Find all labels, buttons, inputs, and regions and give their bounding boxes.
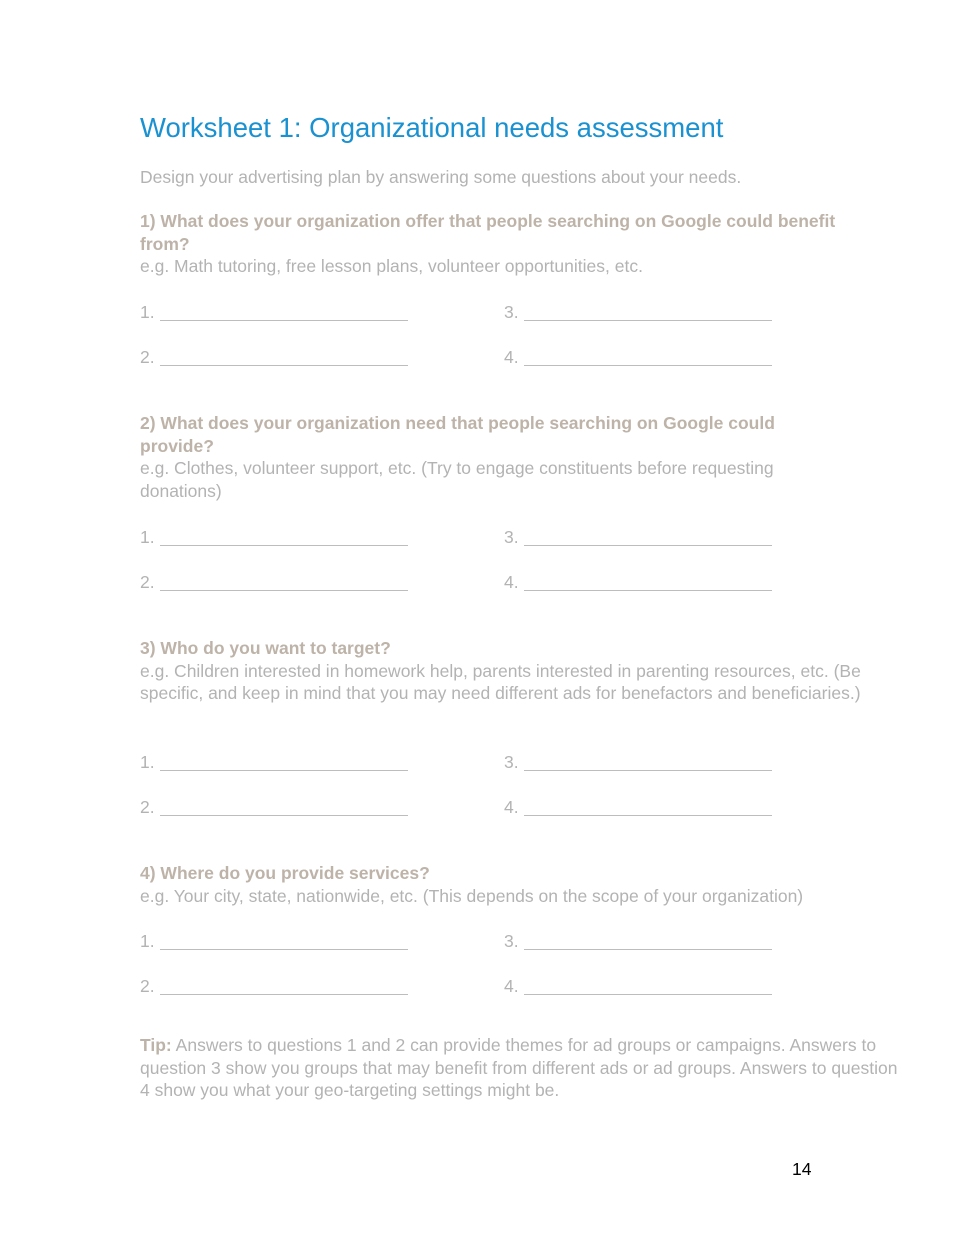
answer-blank[interactable] (504, 526, 772, 548)
answer-blank[interactable] (140, 571, 408, 593)
answer-line[interactable] (524, 796, 772, 816)
page-title: Worksheet 1: Organizational needs assessment (140, 112, 724, 143)
answer-blank[interactable] (140, 526, 408, 548)
answer-blank[interactable] (140, 301, 408, 323)
blank-number: 4. (504, 572, 519, 592)
question-4-heading: 4) Where do you provide services? (140, 863, 430, 883)
question-2-example: e.g. Clothes, volunteer support, etc. (Try to engage constituents before requesting donations) (140, 458, 774, 501)
question-4-section (140, 862, 880, 907)
answer-line[interactable] (160, 751, 408, 771)
answer-line[interactable] (524, 301, 772, 321)
question-1-section (140, 210, 880, 278)
answer-line[interactable] (524, 571, 772, 591)
blank-number: 1. (140, 931, 155, 951)
question-1-heading: 1) What does your organization offer that people searching on Google could benefit from? (140, 211, 836, 254)
answer-blank[interactable] (140, 751, 408, 773)
answer-line[interactable] (524, 751, 772, 771)
answer-line[interactable] (160, 975, 408, 995)
answer-blank[interactable] (140, 975, 408, 997)
answer-blank[interactable] (504, 751, 772, 773)
blank-number: 1. (140, 527, 155, 547)
blank-number: 3. (504, 752, 519, 772)
answer-line[interactable] (524, 930, 772, 950)
question-3-section (140, 637, 880, 705)
question-3-heading: 3) Who do you want to target? (140, 638, 391, 658)
question-2-section (140, 412, 880, 502)
blank-number: 3. (504, 302, 519, 322)
answer-blank[interactable] (504, 346, 772, 368)
answer-line[interactable] (160, 930, 408, 950)
answer-line[interactable] (160, 526, 408, 546)
blank-number: 2. (140, 976, 155, 996)
tip-label: Tip: (140, 1035, 172, 1055)
question-2-answers (140, 526, 820, 596)
question-2-heading: 2) What does your organization need that people searching on Google could provide? (140, 413, 775, 456)
answer-blank[interactable] (140, 796, 408, 818)
answer-line[interactable] (524, 526, 772, 546)
blank-number: 3. (504, 527, 519, 547)
answer-line[interactable] (524, 975, 772, 995)
blank-number: 1. (140, 302, 155, 322)
answer-blank[interactable] (504, 796, 772, 818)
answer-blank[interactable] (504, 975, 772, 997)
intro-text: Design your advertising plan by answering some questions about your needs. (140, 167, 742, 187)
answer-blank[interactable] (504, 930, 772, 952)
answer-blank[interactable] (504, 571, 772, 593)
blank-number: 4. (504, 797, 519, 817)
answer-line[interactable] (160, 571, 408, 591)
question-3-answers (140, 751, 820, 821)
question-1-example: e.g. Math tutoring, free lesson plans, volunteer opportunities, etc. (140, 256, 643, 276)
tip-text: Answers to questions 1 and 2 can provide themes for ad groups or campaigns. Answers to question 3 show you groups that may benefit from different ads or ad groups. Answers to question 4 show you what your geo-targeting settings might be. (140, 1035, 898, 1100)
answer-blank[interactable] (140, 346, 408, 368)
answer-line[interactable] (160, 301, 408, 321)
blank-number: 1. (140, 752, 155, 772)
blank-number: 2. (140, 797, 155, 817)
answer-line[interactable] (524, 346, 772, 366)
question-4-answers (140, 930, 820, 1000)
question-4-example: e.g. Your city, state, nationwide, etc. (This depends on the scope of your organization) (140, 885, 804, 906)
blank-number: 2. (140, 347, 155, 367)
answer-blank[interactable] (140, 930, 408, 952)
blank-number: 2. (140, 572, 155, 592)
answer-blank[interactable] (504, 301, 772, 323)
blank-number: 4. (504, 976, 519, 996)
blank-number: 4. (504, 347, 519, 367)
answer-line[interactable] (160, 796, 408, 816)
blank-number: 3. (504, 931, 519, 951)
tip-paragraph (140, 1034, 900, 1102)
question-1-answers (140, 301, 820, 371)
page-number: 14 (792, 1159, 812, 1179)
answer-line[interactable] (160, 346, 408, 366)
question-3-example: e.g. Children interested in homework help, parents interested in parenting resources, etc. (Be specific, and keep in mind that you may need different ads for benefactors and beneficiaries.) (140, 660, 861, 703)
